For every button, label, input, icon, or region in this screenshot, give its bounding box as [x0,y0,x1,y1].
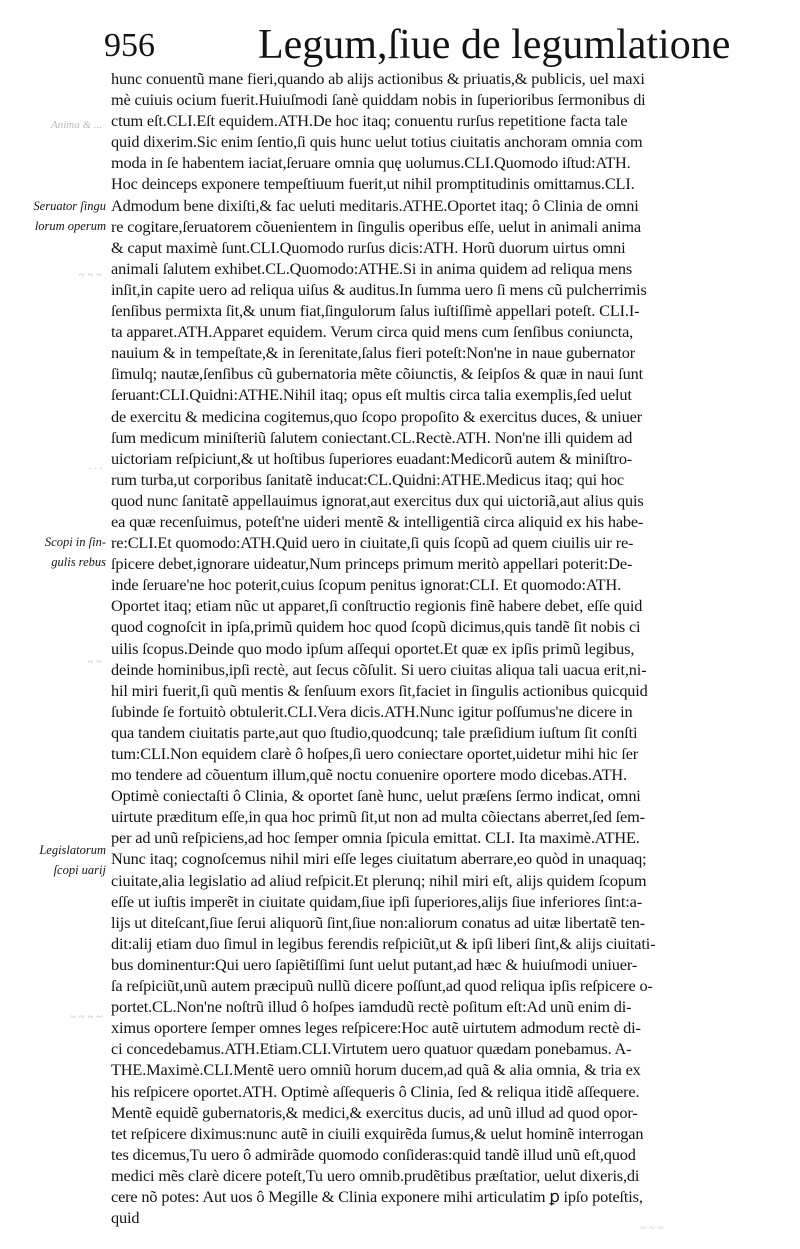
text-line: qua tandem ciuitatis parte,aut quo ſtudio,quodcunq; tale præſidium iuſtum ſit conſti [111,722,638,742]
text-line: Admodum bene dixiſti,& fac ueluti meditaris.ATHE.Oportet itaq; ô Clinia de omni [111,195,639,215]
running-title: Legum,ſiue de legumlatione [258,22,731,68]
body-text [111,68,791,1249]
text-line: animali ſalutem exhibet.CL.Quomodo:ATHE.Si in anima quidem ad reliqua mens [111,258,633,278]
text-line: rum turba,ut corporibus ſanitatẽ inducat:CL.Quidni:ATHE.Medicus itaq; qui hoc [111,469,624,489]
text-line: ſeruant:CLI.Quidni:ATHE.Nihil itaq; opus eſt multis circa talia exemplis,ſed uelut [111,385,632,405]
text-line: ta apparet.ATH.Apparet equidem. Verum circa quid mens cum ſenſibus coniuncta, [111,322,634,342]
faded-show-through: ~ ~ ~ [78,269,102,281]
faded-show-through: Anima & ... [50,119,102,131]
text-line: Optimè coniectaſti ô Clinia, & oportet ſanè hunc, uelut præſens ſermo indicat, omni [111,786,641,806]
text-line: inſit,in capite uero ad reliqua uiſus & auditus.In ſumma uero ſi mens cũ pulcherrimis [111,279,647,299]
text-line: ciuitate,alia legislatio ad aliud reſpicit.Et plerunq; nihil miri eſt, alijs quidem ſcopum [111,870,647,890]
text-line: Oportet itaq; etiam nũc ut apparet,ſi conſtructio regionis finẽ habere debet, eſſe quid [111,596,643,616]
text-line: Hoc deinceps exponere tempeſtiuum fuerit,ut nihil promptitudinis omittamus.CLI. [111,174,635,194]
margin-note: Legislatorum [39,843,106,857]
text-line: uictoriam reſpiciunt,& ut hoſtibus ſuperiores euadant:Medicorũ autem & miniſtro- [111,448,633,468]
text-line: ſa reſpiciũt,unũ autem præcipuũ nullũ dicere poſſunt,ad quod reliqua ipſis reſpicere o- [111,976,653,996]
text-line: quid dixerim.Sic enim ſentio,ſi quis hunc uelut totius ciuitatis anchoram omnia com [111,132,643,152]
catchword [111,1228,791,1249]
text-line: THE.Maximè.CLI.Mentẽ uero omniũ horum ducem,ad quã & alia omnia, & tria ex [111,1060,641,1080]
faded-show-through: · · · [88,463,102,475]
text-line: lijs ut diteſcant,ſiue ſerui aliquorũ ſint,ſiue non:aliorum conatus ad uitæ libertatẽ ten- [111,912,646,932]
text-line: hunc conuentũ mane fieri,quando ab alijs actionibus & priuatis,& publicis, uel maxi [111,69,645,88]
text-line: tum:CLI.Non equidem clarè ô hoſpes,ſi uero coniectare oportet,uidetur mihi hic ſer [111,744,639,763]
text-line: uirtute præditum eſſe,in qua hoc primũ ſit,ut non ad multa cõiectans aberret,ſed ſem- [111,807,645,827]
text-line: his reſpicere oportet.ATH. Optimè aſſequeris ô Clinia, ſed & reliqua itidẽ aſſequere. [111,1081,640,1101]
text-line: hil miri fuerit,ſi quũ mentis & ſenſuum exors ſit,faciet in ſingulis actionibus quicquid [111,680,648,700]
text-line: re:CLI.Et quomodo:ATH.Quid uero in ciuitate,ſi quis ſcopũ ad quem ciuilis uir re- [111,533,634,553]
text-line: quid [111,1208,140,1228]
text-line: deinde hominibus,ipſi rectè, aut ſecus cõſulit. Si uero ciuitas aliqua tali uacua erit,ni- [111,659,647,679]
text-line: ea quæ recenſuimus, poteſt'ne uideri mentẽ & intelligentiã circa aliquid ex his habe- [111,511,644,531]
margin-note: ſcopi uarij [53,863,106,877]
text-line: bus dominentur:Qui uero ſapiẽtiſſimi ſunt uelut putant,ad hæc & huiuſmodi uniuer- [111,954,638,974]
page-number: 956 [104,27,155,64]
text-line: mè cuiuis ocium fuerit.Huiuſmodi ſanè quiddam nobis in ſuperioribus ſermonibus di [111,90,646,110]
text-line: ſubinde ſe fortuitò obtulerit.CLI.Vera dicis.ATH.Nunc igitur poſſumus'ne dicere in [111,701,633,721]
margin-note: Scopi in ſin- [44,535,106,549]
text-line: quod cognoſcit in ipſa,primũ quidem hoc quod ſcopũ dicimus,quis tandẽ ſit nobis ci [111,617,641,637]
text-line: tet reſpicere diximus:nunc autẽ in ciuili exquirẽda ſumus,& uelut hominẽ interrogan [111,1123,644,1143]
text-line: ſenſibus permixta ſit,& unum fiat,ſingulorum ſalus iuſtiſſimè appellari poteſt. CLI.I- [111,301,640,321]
text-line: tes dicemus,Tu uero ô admirãde quomodo conſideras:quid tandẽ illud unũ eſt,quod [111,1144,636,1164]
text-line: ctum eſt.CLI.Eſt equidem.ATH.De hoc itaq; conuentu rurſus repetitione facta tale [111,111,628,131]
text-line: per ad unũ reſpiciens,ad hoc ſemper omnia ſpicula emittat. CLI. Ita maximè.ATHE. [111,828,640,848]
text-line: dit:alij etiam duo ſimul in legibus ferendis reſpiciũt,ut & ipſi liberi ſint,& alijs ciuitati- [111,933,656,953]
text-line: quod nunc ſanitatẽ appellauimus ignorat,aut exercitus dux qui uictoriã,aut alius quis [111,490,644,510]
text-line: Nunc itaq; cognoſcemus nihil miri eſſe leges ciuitatum aberrare,eo quòd in unaquaq; [111,849,647,869]
text-line: ſimulq; nautæ,ſenſibus cũ gubernatoria mẽte cõiunctis, & ſeipſos & quæ in naui ſunt [111,364,643,384]
margin-note: gulis rebus [51,555,106,569]
margin-note: Seruator ſingu [33,199,106,213]
text-line: eſſe ut iuſtis imperẽt in ciuitate quidam,ſiue ipſi ſuperiores,alijs ſiue inferiores ſint:a- [111,891,643,911]
text-line: moda in ſe habentem iaciat,ſeruare omnia quę uolumus.CLI.Quomodo iſtud:ATH. [111,153,631,173]
text-line: ſpicere debet,ignorare uideatur,Num princeps primum meritò appellari poterit:De- [111,554,633,574]
margin-note: lorum operum [34,219,106,233]
text-line: & caput maximè ſunt.CLI.Quomodo rurſus dicis:ATH. Horũ duorum uirtus omni [111,237,626,257]
text-line: de exercitu & medicina cogitemus,quo ſcopo propoſito & exercitus duces, & uniuer [111,406,643,426]
text-line: inde ſeruare'ne hoc poterit,cuius ſcopum penitus ignorat:CLI. Et quomodo:ATH. [111,575,622,595]
text-line: mo tendere ad cõuentum illum,quẽ noctu conuenire oportere modo dicebas.ATH. [111,765,627,785]
text-line: uilis ſcopus.Deinde quo modo ipſum aſſequi oportet.Et quæ ex ipſis primũ legibus, [111,638,635,658]
text-line: medici mẽs clarè dicere poteſt,Tu uero omnib.prudẽtibus præſtatior, uelut dixeris,di [111,1165,640,1185]
faded-show-through: ~ ~ [87,656,102,668]
text-line: portet.CL.Non'ne noſtrũ illud ô hoſpes iamdudũ rectè poſitum eſt:Ad unũ enim di- [111,997,632,1017]
faded-show-through: ~ ~ ~ [640,1222,664,1234]
text-line: cere nõ potes: Aut uos ô Megille & Clinia exponere mihi articulatim ꝑ ipſo poteſtis, [111,1186,643,1206]
text-line: re cogitare,ſeruatorem cõuenientem in ſingulis operibus eſſe, uelut in animali anima [111,216,641,236]
faded-show-through: ~ ~ ~ ~ [69,1011,102,1023]
text-line: ſum medicum miniſteriũ ſalutem coniectant.CL.Rectè.ATH. Non'ne illi quidem ad [111,427,633,447]
text-line: Mentẽ equidẽ gubernatoris,& medici,& exercitus ducis, ad unũ illud ad quod opor- [111,1102,638,1122]
text-line: ci concedebamus.ATH.Etiam.CLI.Virtutem uero quatuor quædam ponebamus. A- [111,1039,632,1059]
text-line: nauium & in tempeſtate,& in ſerenitate,ſalus fieri poteſt:Non'ne in naue gubernator [111,343,635,363]
text-line: ximus oportere ſemper omnes leges reſpicere:Hoc autẽ uirtutem admodum rectè di- [111,1018,641,1038]
